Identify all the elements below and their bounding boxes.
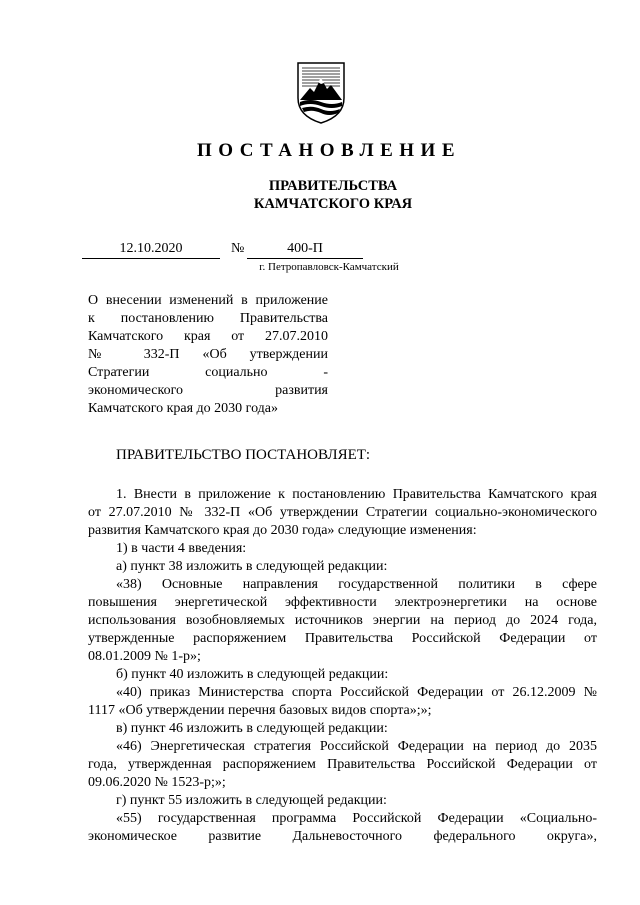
body-line: 1. Внести в приложение к постановлению Правительства Камчатского края bbox=[116, 487, 597, 502]
document-title: ПОСТАНОВЛЕНИЕ bbox=[196, 140, 462, 161]
body-line: от 27.07.2010 № 332-П «Об утверждении Стратегии социально-экономического bbox=[88, 505, 597, 520]
document-number: 400-П bbox=[247, 241, 363, 259]
body-line: развития Камчатского края до 2030 года» следующие изменения: bbox=[88, 523, 477, 538]
body-line: б) пункт 40 изложить в следующей редакции: bbox=[116, 667, 389, 682]
document-city: г. Петропавловск-Камчатский bbox=[259, 261, 399, 273]
body-line: 09.06.2020 № 1523-р;»; bbox=[88, 775, 226, 790]
subject-line: Стратегии социально - bbox=[88, 365, 328, 380]
body-line: 1117 «Об утверждении перечня базовых видов спорта»;»; bbox=[88, 703, 432, 718]
issuer-line-1: ПРАВИТЕЛЬСТВА bbox=[268, 178, 398, 194]
document-date: 12.10.2020 bbox=[82, 241, 220, 259]
issuer-line-2: КАМЧАТСКОГО КРАЯ bbox=[253, 196, 413, 212]
body-line: а) пункт 38 изложить в следующей редакции: bbox=[116, 559, 388, 574]
document-body bbox=[88, 486, 597, 846]
body-line: экономическое развитие Дальневосточного федерального округа», bbox=[88, 829, 597, 844]
body-line: «40) приказ Министерства спорта Российской Федерации от 26.12.2009 № bbox=[116, 685, 597, 700]
body-line: года, утвержденная распоряжением Правительства Российской Федерации от bbox=[88, 757, 597, 772]
body-line: 08.01.2009 № 1-р»; bbox=[88, 649, 201, 664]
number-sign: № bbox=[231, 241, 245, 256]
body-line: 1) в части 4 введения: bbox=[116, 541, 247, 556]
body-line: использования возобновляемых источников энергии на период до 2024 года, bbox=[88, 613, 597, 628]
body-line: «46) Энергетическая стратегия Российской Федерации на период до 2035 bbox=[116, 739, 597, 754]
subject-line: № 332-П «Об утверждении bbox=[88, 347, 328, 362]
coat-of-arms-emblem bbox=[296, 62, 346, 124]
body-line: г) пункт 55 изложить в следующей редакции: bbox=[116, 793, 387, 808]
decree-heading: ПРАВИТЕЛЬСТВО ПОСТАНОВЛЯЕТ: bbox=[116, 447, 371, 463]
body-line: повышения энергетической эффективности электроэнергетики на основе bbox=[88, 595, 597, 610]
body-line: «38) Основные направления государственной политики в сфере bbox=[116, 577, 597, 592]
document-subject bbox=[88, 292, 328, 418]
subject-line: экономического развития bbox=[88, 383, 328, 398]
subject-line: к постановлению Правительства bbox=[88, 311, 328, 326]
body-line: утвержденные распоряжением Правительства Российской Федерации от bbox=[88, 631, 597, 646]
body-line: в) пункт 46 изложить в следующей редакции: bbox=[116, 721, 388, 736]
subject-line: О внесении изменений в приложение bbox=[88, 293, 328, 308]
subject-line: Камчатского края от 27.07.2010 bbox=[88, 329, 328, 344]
subject-line: Камчатского края до 2030 года» bbox=[88, 401, 279, 416]
body-line: «55) государственная программа Российской Федерации «Социально- bbox=[116, 811, 597, 826]
